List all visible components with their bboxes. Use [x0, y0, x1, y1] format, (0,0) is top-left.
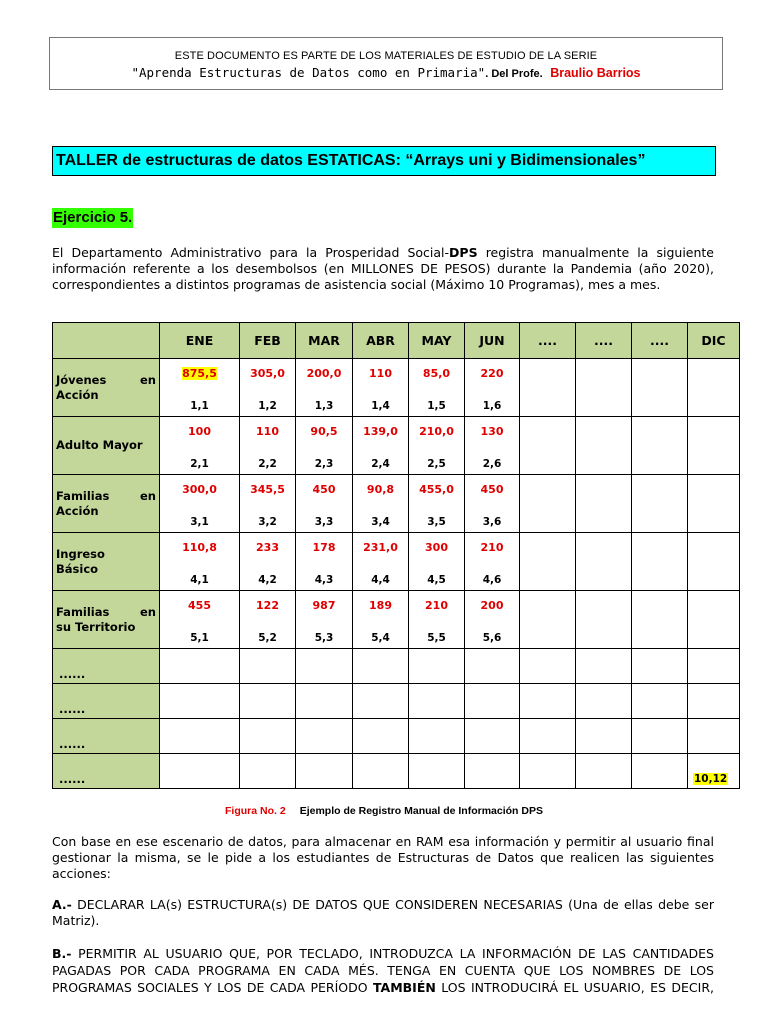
data-cell — [465, 417, 520, 475]
data-cell — [632, 754, 688, 789]
data-cell — [465, 649, 520, 684]
data-cell — [465, 591, 520, 649]
cell-index: 1,2 — [258, 400, 277, 412]
amount-text: 987 — [312, 599, 336, 612]
data-cell — [465, 475, 520, 533]
amount-value — [240, 425, 295, 438]
data-cell — [160, 719, 240, 754]
data-cell — [409, 533, 465, 591]
empty-program-row — [53, 719, 740, 754]
data-cell — [160, 533, 240, 591]
amount-text: 178 — [312, 541, 336, 554]
amount-value — [296, 367, 352, 380]
data-cell — [520, 754, 576, 789]
month-header-8: .... — [576, 323, 632, 359]
item-b-line-2: PAGADAS POR CADA PROGRAMA EN CADA MÉS. TENGA EN CUENTA QUE LOS NOMBRES DE LOS — [52, 963, 714, 978]
intro-paragraph — [52, 245, 714, 261]
series-header-box — [49, 37, 723, 90]
program-label-line-2: su Territorio — [56, 619, 136, 634]
amount-value — [296, 483, 352, 496]
data-cell — [632, 475, 688, 533]
data-cell — [240, 649, 296, 684]
data-cell — [160, 591, 240, 649]
data-cell — [632, 649, 688, 684]
amount-value — [465, 541, 519, 554]
amount-text: 100 — [188, 425, 211, 438]
data-cell — [160, 417, 240, 475]
cell-index: 1,6 — [482, 400, 502, 412]
month-header-1: ENE — [160, 323, 240, 359]
data-cell — [296, 417, 353, 475]
amount-text: 200 — [480, 599, 504, 612]
program-label-line-1: Familias en — [56, 604, 156, 619]
figure-number: Figura No. 2 — [225, 805, 286, 817]
amount-value — [353, 541, 408, 554]
data-cell — [353, 754, 409, 789]
amount-text: 233 — [256, 541, 279, 554]
data-cell — [465, 719, 520, 754]
amount-value — [353, 483, 408, 496]
program-label-line-1: Adulto Mayor — [56, 438, 143, 452]
amount-text: 220 — [480, 367, 504, 380]
amount-text: 345,5 — [250, 483, 285, 496]
cell-index: 3,2 — [258, 516, 277, 528]
item-b-line-3: PROGRAMAS SOCIALES Y LOS DE CADA PERÍODO TAMBIÉN LOS INTRODUCIRÁ EL USUARIO, ES DECIR, — [52, 980, 714, 995]
body-p1-line-2: gestionar la misma, se le pide a los estudiantes de Estructuras de Datos que realicen las siguientes — [52, 850, 714, 865]
program-label-line-1: Ingreso — [56, 546, 105, 561]
data-cell — [353, 417, 409, 475]
data-cell — [240, 533, 296, 591]
cell-index: 3,3 — [314, 516, 334, 528]
item-b-line-1: B.- PERMITIR AL USUARIO QUE, POR TECLADO, INTRODUZCA LA INFORMACIÓN DE LAS CANTIDADES — [52, 946, 714, 961]
empty-program-row — [53, 649, 740, 684]
amount-value — [160, 425, 239, 438]
data-cell — [296, 475, 353, 533]
intro-line-2: información referente a los desembolsos (en MILLONES DE PESOS) durante la Pandemia (año 2020), — [52, 261, 714, 276]
amount-text: 90,5 — [310, 425, 338, 438]
program-label-line-1: Familias en — [56, 488, 156, 503]
data-cell — [520, 359, 576, 417]
figure-caption — [0, 805, 768, 817]
data-cell — [296, 591, 353, 649]
data-cell — [520, 417, 576, 475]
cell-index: 1,1 — [190, 400, 209, 412]
workshop-title: TALLER de estructuras de datos ESTATICAS: “Arrays uni y Bidimensionales” — [52, 146, 716, 176]
data-cell — [409, 649, 465, 684]
cell-index: 2,5 — [427, 458, 446, 470]
empty-program-row — [53, 684, 740, 719]
month-header-5: MAY — [409, 323, 465, 359]
program-label — [53, 591, 160, 649]
data-cell — [296, 359, 353, 417]
data-cell — [688, 475, 740, 533]
data-cell — [353, 684, 409, 719]
data-cell — [576, 719, 632, 754]
data-cell — [632, 533, 688, 591]
cell-index: 4,4 — [371, 574, 390, 586]
data-cell — [520, 533, 576, 591]
cell-index: 4,1 — [190, 574, 209, 586]
program-label-line-1: Jóvenes en — [56, 372, 156, 387]
data-cell — [632, 359, 688, 417]
cell-index: 4,6 — [482, 574, 502, 586]
data-cell — [576, 684, 632, 719]
amount-text: 139,0 — [363, 425, 398, 438]
amount-value — [160, 599, 239, 612]
data-cell — [576, 649, 632, 684]
month-header-10: DIC — [688, 323, 740, 359]
data-cell — [409, 684, 465, 719]
amount-text: 122 — [256, 599, 279, 612]
amount-text: 300 — [425, 541, 448, 554]
data-cell — [409, 591, 465, 649]
data-cell — [240, 591, 296, 649]
month-header-2: FEB — [240, 323, 296, 359]
data-cell — [632, 719, 688, 754]
cell-index: 5,3 — [314, 632, 334, 644]
program-label — [53, 475, 160, 533]
data-cell — [353, 475, 409, 533]
amount-value — [409, 425, 464, 438]
exercise-heading: Ejercicio 5. — [53, 209, 133, 226]
data-cell — [353, 359, 409, 417]
disbursement-table — [52, 322, 740, 789]
amount-text: 90,8 — [366, 483, 395, 496]
amount-value — [296, 425, 352, 438]
data-cell — [520, 591, 576, 649]
data-cell — [296, 649, 353, 684]
amount-text: 875,5 — [182, 367, 217, 380]
amount-value — [353, 599, 408, 612]
data-cell — [409, 359, 465, 417]
cell-index: 5,5 — [427, 632, 446, 644]
amount-value — [240, 599, 295, 612]
amount-text: 110 — [256, 425, 279, 438]
data-cell — [296, 684, 353, 719]
data-cell — [576, 533, 632, 591]
last-cell-index: 10,12 — [694, 773, 728, 785]
data-cell — [160, 684, 240, 719]
month-header-4: ABR — [353, 323, 409, 359]
cell-index: 5,1 — [190, 632, 209, 644]
amount-value — [240, 367, 295, 380]
month-header-6: JUN — [465, 323, 520, 359]
cell-index: 3,4 — [371, 516, 390, 528]
data-cell — [465, 684, 520, 719]
program-label — [53, 417, 160, 475]
data-cell — [520, 684, 576, 719]
amount-text: 455,0 — [419, 483, 454, 496]
amount-text: 210 — [425, 599, 448, 612]
program-label-line-2: Acción — [56, 503, 99, 518]
program-label-line-2: Acción — [56, 387, 99, 402]
cell-index: 2,6 — [482, 458, 502, 470]
data-cell — [688, 591, 740, 649]
data-cell — [160, 359, 240, 417]
amount-text: 455 — [188, 599, 211, 612]
data-cell — [296, 719, 353, 754]
amount-text: 450 — [312, 483, 336, 496]
data-cell — [576, 359, 632, 417]
cell-index: 1,4 — [371, 400, 390, 412]
amount-value — [160, 483, 239, 496]
data-cell — [688, 533, 740, 591]
item-a-line-2: Matriz). — [52, 913, 100, 928]
month-header-3: MAR — [296, 323, 353, 359]
amount-value — [353, 425, 408, 438]
data-cell — [520, 649, 576, 684]
empty-row-label: ...... — [53, 649, 160, 684]
amount-text: 85,0 — [422, 367, 451, 380]
amount-text: 450 — [480, 483, 504, 496]
amount-value — [409, 599, 464, 612]
program-row — [53, 475, 740, 533]
cell-index: 5,6 — [482, 632, 502, 644]
item-a-line-1: A.- DECLARAR LA(s) ESTRUCTURA(s) DE DATOS QUE CONSIDEREN NECESARIAS (Una de ellas debe ser — [52, 897, 714, 912]
data-cell — [576, 591, 632, 649]
author-name: Braulio Barrios — [550, 66, 641, 80]
amount-text: 305,0 — [250, 367, 285, 380]
data-cell — [632, 684, 688, 719]
data-cell — [688, 719, 740, 754]
empty-row-label: ...... — [53, 719, 160, 754]
amount-text: 189 — [369, 599, 392, 612]
program-row — [53, 359, 740, 417]
figure-text: Ejemplo de Registro Manual de Información DPS — [299, 805, 543, 817]
data-cell — [688, 359, 740, 417]
data-cell — [409, 719, 465, 754]
body-p1-line-3: acciones: — [52, 866, 111, 881]
header-corner-cell — [53, 323, 160, 359]
data-cell — [632, 591, 688, 649]
table-header-row — [53, 323, 740, 359]
amount-text: 231,0 — [363, 541, 398, 554]
amount-value — [296, 599, 352, 612]
cell-index: 3,1 — [190, 516, 209, 528]
cell-index: 2,1 — [190, 458, 209, 470]
cell-index: 2,3 — [314, 458, 334, 470]
cell-index: 3,5 — [427, 516, 446, 528]
amount-value — [465, 367, 519, 380]
intro-line-1: El Departamento Administrativo para la Prosperidad Social-DPS registra manualmente la siguiente — [52, 245, 714, 260]
amount-value — [409, 541, 464, 554]
amount-value — [409, 367, 464, 380]
program-row — [53, 591, 740, 649]
data-cell — [409, 475, 465, 533]
data-cell — [353, 533, 409, 591]
amount-value — [160, 367, 239, 380]
data-cell — [160, 649, 240, 684]
amount-value — [409, 483, 464, 496]
cell-index: 1,5 — [427, 400, 446, 412]
empty-program-row — [53, 754, 740, 789]
header-line-1: ESTE DOCUMENTO ES PARTE DE LOS MATERIALES DE ESTUDIO DE LA SERIE — [174, 50, 598, 62]
amount-text: 210 — [480, 541, 504, 554]
program-label — [53, 359, 160, 417]
cell-index: 1,3 — [314, 400, 334, 412]
amount-value — [160, 541, 239, 554]
data-cell — [465, 359, 520, 417]
amount-value — [240, 483, 295, 496]
amount-value — [465, 483, 519, 496]
amount-text: 130 — [480, 425, 504, 438]
cell-index: 3,6 — [482, 516, 502, 528]
cell-index: 4,3 — [314, 574, 334, 586]
program-label-line-2: Básico — [56, 561, 99, 576]
program-row — [53, 417, 740, 475]
intro-line-3: correspondientes a distintos programas de asistencia social (Máximo 10 Programas), mes a mes. — [52, 277, 661, 292]
data-cell — [240, 754, 296, 789]
data-cell — [240, 684, 296, 719]
amount-text: 110,8 — [182, 541, 217, 554]
data-cell — [576, 754, 632, 789]
data-cell — [688, 417, 740, 475]
data-cell — [240, 417, 296, 475]
cell-index: 2,2 — [258, 458, 277, 470]
amount-value — [353, 367, 408, 380]
amount-value — [240, 541, 295, 554]
series-name: "Aprenda Estructuras de Datos como en Primaria" — [131, 65, 486, 80]
header-line-2 — [50, 65, 722, 80]
amount-value — [296, 541, 352, 554]
data-cell — [353, 719, 409, 754]
month-header-9: .... — [632, 323, 688, 359]
header-del-profe: . Del Profe. — [485, 68, 543, 80]
cell-index: 2,4 — [371, 458, 390, 470]
amount-text: 200,0 — [306, 367, 342, 380]
data-cell — [240, 719, 296, 754]
program-label — [53, 533, 160, 591]
data-cell — [296, 533, 353, 591]
amount-text: 110 — [369, 367, 392, 380]
program-row — [53, 533, 740, 591]
amount-text: 300,0 — [182, 483, 217, 496]
data-cell — [160, 754, 240, 789]
data-cell — [296, 754, 353, 789]
data-cell — [520, 475, 576, 533]
data-cell — [520, 719, 576, 754]
empty-row-label: ...... — [53, 754, 160, 789]
amount-text: 210,0 — [419, 425, 454, 438]
data-cell — [240, 359, 296, 417]
data-cell — [688, 649, 740, 684]
data-cell — [353, 649, 409, 684]
empty-row-label: ...... — [53, 684, 160, 719]
cell-index: 4,2 — [258, 574, 277, 586]
body-p1-line-1: Con base en ese escenario de datos, para almacenar en RAM esa información y permitir al usuario final — [52, 834, 714, 849]
data-cell — [688, 754, 740, 789]
data-cell — [409, 754, 465, 789]
data-cell — [576, 417, 632, 475]
cell-index: 4,5 — [427, 574, 446, 586]
data-cell — [576, 475, 632, 533]
amount-value — [465, 425, 519, 438]
cell-index: 5,2 — [258, 632, 277, 644]
data-cell — [160, 475, 240, 533]
data-cell — [409, 417, 465, 475]
cell-index: 5,4 — [371, 632, 390, 644]
data-cell — [353, 591, 409, 649]
amount-value — [465, 599, 519, 612]
month-header-7: .... — [520, 323, 576, 359]
data-cell — [240, 475, 296, 533]
data-cell — [632, 417, 688, 475]
data-cell — [465, 754, 520, 789]
data-cell — [688, 684, 740, 719]
data-cell — [465, 533, 520, 591]
